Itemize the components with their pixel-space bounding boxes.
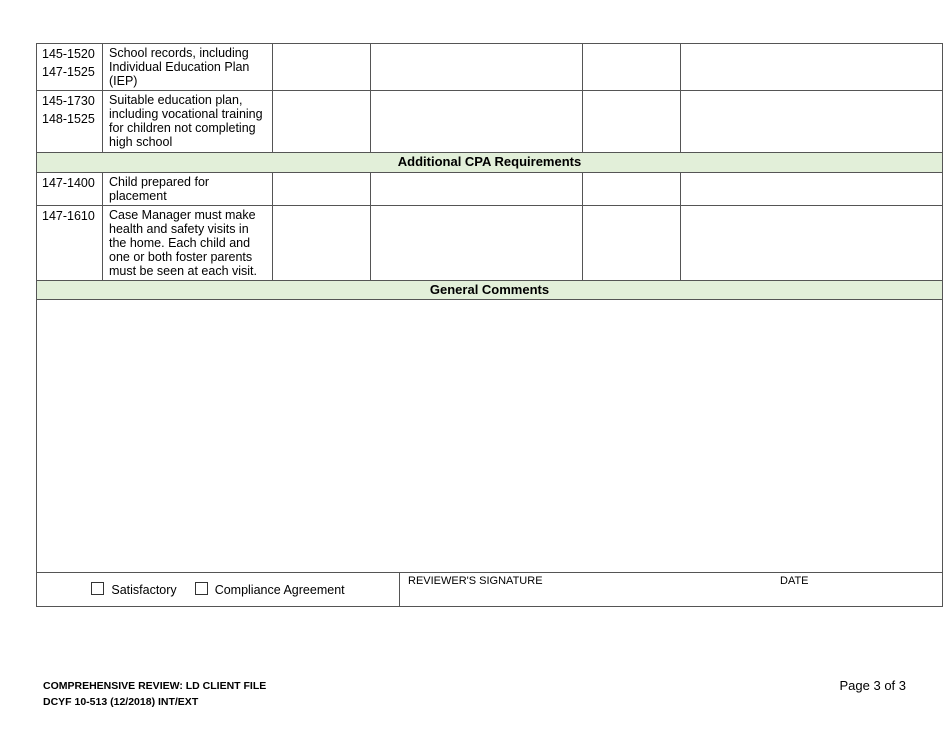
- compliance-agreement-checkbox[interactable]: [195, 582, 345, 597]
- row-requirement: Suitable education plan, including vocational training for children not completing high school: [103, 91, 273, 153]
- review-cell[interactable]: [273, 91, 371, 153]
- table-row: [37, 206, 943, 281]
- footer-title: COMPREHENSIVE REVIEW: LD CLIENT FILE: [43, 680, 267, 692]
- row-requirement: Case Manager must make health and safety visits in the home. Each child and one or both foster parents must be seen at each visit.: [103, 206, 273, 281]
- review-cell[interactable]: [583, 91, 681, 153]
- row-codes: 147-1400: [37, 173, 103, 206]
- review-cell[interactable]: [583, 173, 681, 206]
- row-requirement: Child prepared for placement: [103, 173, 273, 206]
- date-label: DATE: [780, 575, 809, 587]
- review-outcome-row: [37, 573, 943, 607]
- footer-form-number: DCYF 10-513 (12/2018) INT/EXT: [43, 696, 199, 708]
- row-codes: [37, 91, 103, 153]
- reviewer-signature-label: REVIEWER'S SIGNATURE: [408, 575, 543, 587]
- code: 147-1525: [42, 65, 95, 79]
- footer-form-info: [43, 678, 266, 710]
- checkbox-label: Compliance Agreement: [214, 583, 345, 597]
- review-cell[interactable]: [681, 91, 943, 153]
- review-cell[interactable]: [273, 44, 371, 91]
- row-codes: 147-1610: [37, 206, 103, 281]
- checkbox-icon[interactable]: [91, 582, 104, 595]
- checkbox-label: Satisfactory: [111, 583, 177, 597]
- code: 145-1730: [42, 94, 95, 108]
- section-header-cpa: Additional CPA Requirements: [37, 153, 943, 173]
- review-cell[interactable]: [273, 206, 371, 281]
- review-cell[interactable]: [371, 44, 583, 91]
- page-number: Page 3 of 3: [839, 678, 906, 693]
- review-cell[interactable]: [273, 173, 371, 206]
- form-table: [36, 43, 943, 607]
- satisfactory-checkbox[interactable]: [91, 582, 176, 597]
- comments-area[interactable]: [37, 300, 943, 573]
- review-cell[interactable]: [583, 206, 681, 281]
- review-cell[interactable]: [681, 44, 943, 91]
- table-row: [37, 91, 943, 153]
- review-cell[interactable]: [371, 91, 583, 153]
- table-row: [37, 173, 943, 206]
- row-requirement: School records, including Individual Education Plan (IEP): [103, 44, 273, 91]
- code: 148-1525: [42, 112, 95, 126]
- code: 145-1520: [42, 47, 95, 61]
- review-cell[interactable]: [681, 173, 943, 206]
- outcome-options: [37, 573, 400, 606]
- review-cell[interactable]: [583, 44, 681, 91]
- review-cell[interactable]: [681, 206, 943, 281]
- review-cell[interactable]: [371, 173, 583, 206]
- review-cell[interactable]: [371, 206, 583, 281]
- checkbox-icon[interactable]: [195, 582, 208, 595]
- section-header-comments: General Comments: [37, 281, 943, 300]
- table-row: [37, 44, 943, 91]
- row-codes: [37, 44, 103, 91]
- signature-field[interactable]: [400, 573, 942, 606]
